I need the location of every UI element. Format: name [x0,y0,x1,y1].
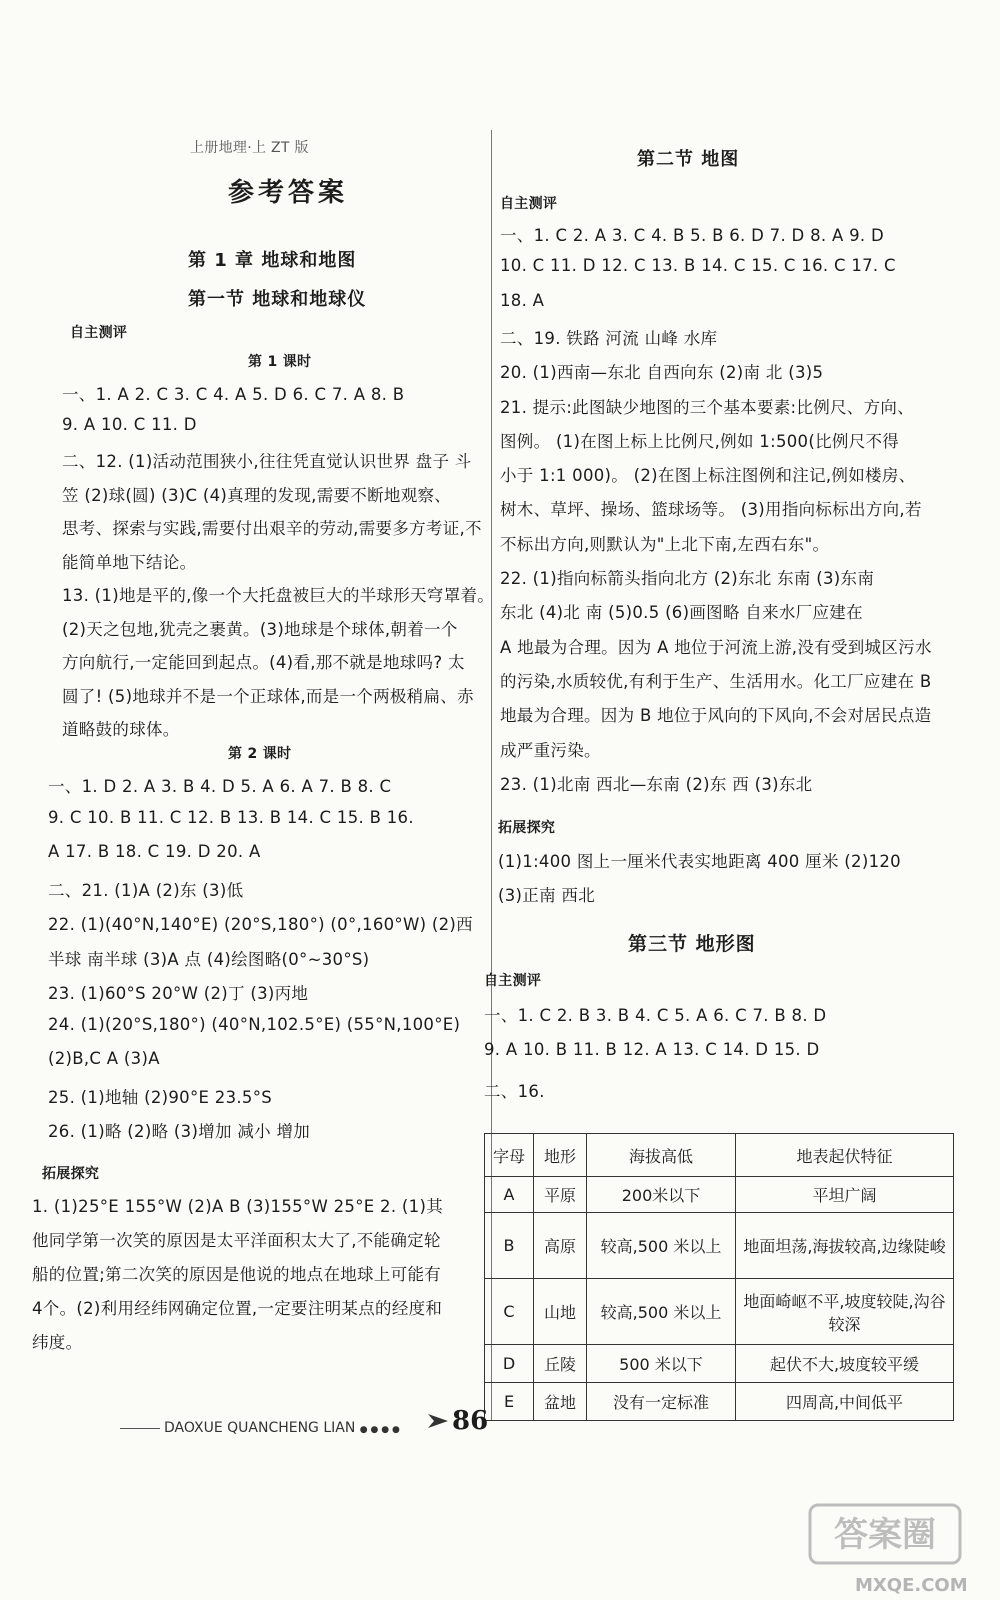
self-eval-label-2: 自主测评 [500,196,558,212]
section-title-1: 第一节 地球和地球仪 [188,289,367,310]
section-title-2: 第二节 地图 [637,149,740,170]
landform-table [484,1133,954,1421]
answer-line: 成严重污染。 [500,740,601,760]
watermark-text: MXQE.COM [855,1575,968,1596]
answer-line: (2)天之包地,犹壳之裹黄。(3)地球是个球体,朝着一个 [62,619,458,639]
answer-line: (3)正南 西北 [498,886,596,905]
table-cell: 四周高,中间低平 [736,1383,954,1421]
answer-line: 半球 南半球 (3)A 点 (4)绘图略(0°~30°S) [48,949,370,969]
table-cell: B [485,1213,534,1279]
table-cell: 地面崎岖不平,坡度较陡,沟谷较深 [736,1279,954,1345]
footer-dots: ● ● ● ● [359,1425,400,1435]
answer-line: 22. (1)指向标箭头指向北方 (2)东北 东南 (3)东南 [500,569,875,588]
table-header-cell: 海拔高低 [587,1134,736,1177]
answer-line: 9. A 10. C 11. D [62,414,197,434]
table-row [485,1177,954,1213]
answer-line: 二、12. (1)活动范围狭小,往往凭直觉认识世界 盘子 斗 [62,452,472,471]
answer-line: 9. A 10. B 11. B 12. A 13. C 14. D 15. D [484,1040,820,1059]
answer-line: 不标出方向,则默认为"上北下南,左西右东"。 [500,534,830,554]
table-cell: 起伏不大,坡度较平缓 [736,1345,954,1383]
table-cell: 较高,500 米以上 [587,1279,736,1345]
footer-brand-text: DAOXUE QUANCHENG LIAN [164,1420,356,1436]
answer-line: 他同学第一次笑的原因是太平洋面积太大了,不能确定轮 [32,1231,441,1250]
running-head-text: 上册地理·上 ZT 版 [190,140,309,156]
table-row [485,1213,954,1279]
table-cell: D [485,1345,534,1383]
answer-line: 4个。(2)利用经纬网确定位置,一定要注明某点的经度和 [32,1299,443,1318]
table-header-cell: 字母 [485,1134,534,1177]
table-cell: C [485,1279,534,1345]
answer-line: 20. (1)西南—东北 自西向东 (2)南 北 (3)5 [500,363,824,383]
table-cell: 山地 [534,1279,587,1345]
section-title-3: 第三节 地形图 [628,933,756,955]
explore-label-2: 拓展探究 [498,820,556,836]
footer-brand [120,1420,400,1436]
answer-line: 思考、探索与实践,需要付出艰辛的劳动,需要多方考证,不 [62,519,482,538]
answer-line: 纬度。 [32,1333,83,1352]
page-number: 86 [452,1406,489,1436]
answer-line: 圆了! (5)地球并不是一个正球体,而是一个两极稍扁、赤 [62,686,474,706]
answer-line: 1. (1)25°E 155°W (2)A B (3)155°W 25°E 2. (1)其 [32,1197,443,1216]
answer-line: 一、1. D 2. A 3. B 4. D 5. A 6. A 7. B 8. C [48,777,392,796]
table-cell: 盆地 [534,1383,587,1421]
answer-line: 的污染,水质较优,有利于生产、生活用水。化工厂应建在 B [500,671,932,691]
table-cell: E [485,1383,534,1421]
answer-line: 一、1. C 2. B 3. B 4. C 5. A 6. C 7. B 8. D [484,1006,827,1025]
answer-line: 树木、草坪、操场、篮球场等。 (3)用指向标标出方向,若 [500,500,922,520]
answer-line: (1)1:400 图上一厘米代表实地距离 400 厘米 (2)120 [498,852,901,871]
table-cell: 没有一定标准 [587,1383,736,1421]
table-header-cell: 地形 [534,1134,587,1177]
running-head [190,137,309,157]
answer-line: 13. (1)地是平的,像一个大托盘被巨大的半球形天穹罩着。 [62,586,495,605]
table-cell: 丘陵 [534,1345,587,1383]
table-cell: 高原 [534,1213,587,1279]
answer-line: 小于 1:1 000)。 (2)在图上标注图例和注记,例如楼房、 [500,466,916,486]
footer-rule [120,1428,160,1429]
answer-line: A 17. B 18. C 19. D 20. A [48,842,261,861]
table-cell: 地面坦荡,海拔较高,边缘陡峻 [736,1213,954,1279]
answer-line: 道略鼓的球体。 [62,720,180,739]
table-cell: 200米以下 [587,1177,736,1213]
table-cell: 平原 [534,1177,587,1213]
answer-line: 图例。 (1)在图上标上比例尺,例如 1:500(比例尺不得 [500,431,900,451]
table-header-cell: 地表起伏特征 [736,1134,954,1177]
answer-line: 二、16. [484,1082,545,1101]
answer-line: 二、19. 铁路 河流 山峰 水库 [500,328,718,348]
answer-line: 21. 提示:此图缺少地图的三个基本要素:比例尺、方向、 [500,397,915,417]
watermark-logo-text: 答案圈 [834,1515,936,1555]
answer-line: 25. (1)地轴 (2)90°E 23.5°S [48,1087,273,1107]
table-cell: A [485,1177,534,1213]
table-row [485,1279,954,1345]
answer-line: 船的位置;第二次笑的原因是他说的地点在地球上可能有 [32,1265,442,1284]
answer-line: 24. (1)(20°S,180°) (40°N,102.5°E) (55°N,100°E) [48,1014,461,1034]
table-header-row [485,1134,954,1177]
answer-line: 二、21. (1)A (2)东 (3)低 [48,880,244,900]
answer-line: 一、1. A 2. C 3. C 4. A 5. D 6. C 7. A 8. B [62,385,405,404]
table-row [485,1345,954,1383]
lesson-1-label: 第 1 课时 [248,354,312,370]
lesson-2-label: 第 2 课时 [228,746,292,762]
answer-line: 一、1. C 2. A 3. C 4. B 5. B 6. D 7. D 8. A 9. D [500,226,885,245]
answer-line: 方向航行,一定能回到起点。(4)看,那不就是地球吗? 太 [62,653,465,672]
answer-line: 地最为合理。因为 B 地位于风向的下风向,不会对居民点造 [500,706,932,726]
answer-line: 26. (1)略 (2)略 (3)增加 减小 增加 [48,1122,311,1141]
table-row [485,1383,954,1421]
table-cell: 较高,500 米以上 [587,1213,736,1279]
page-title: 参考答案 [228,178,349,208]
table-cell: 平坦广阔 [736,1177,954,1213]
answer-line: 10. C 11. D 12. C 13. B 14. C 15. C 16. C 17. C [500,256,896,276]
arrow-icon [428,1412,450,1430]
answer-line: 22. (1)(40°N,140°E) (20°S,180°) (0°,160°W) (2)西 [48,915,473,934]
chapter-title: 第 1 章 地球和地图 [188,250,357,271]
self-eval-label-3: 自主测评 [484,973,542,989]
watermark-logo [800,1500,980,1570]
answer-line: 东北 (4)北 南 (5)0.5 (6)画图略 自来水厂应建在 [500,603,863,623]
answer-line: A 地最为合理。因为 A 地位于河流上游,没有受到城区污水 [500,637,932,657]
answer-line: 23. (1)北南 西北—东南 (2)东 西 (3)东北 [500,774,813,794]
answer-line: 23. (1)60°S 20°W (2)丁 (3)丙地 [48,984,309,1003]
answer-line: 能简单地下结论。 [62,552,197,572]
answer-line: 18. A [500,290,545,310]
table-cell: 500 米以下 [587,1345,736,1383]
answer-line: 笠 (2)球(圆) (3)C (4)真理的发现,需要不断地观察、 [62,485,452,505]
answer-line: (2)B,C A (3)A [48,1049,160,1068]
answer-line: 9. C 10. B 11. C 12. B 13. B 14. C 15. B 16. [48,807,414,827]
self-eval-label-1: 自主测评 [70,325,128,341]
explore-label-1: 拓展探究 [42,1166,100,1182]
